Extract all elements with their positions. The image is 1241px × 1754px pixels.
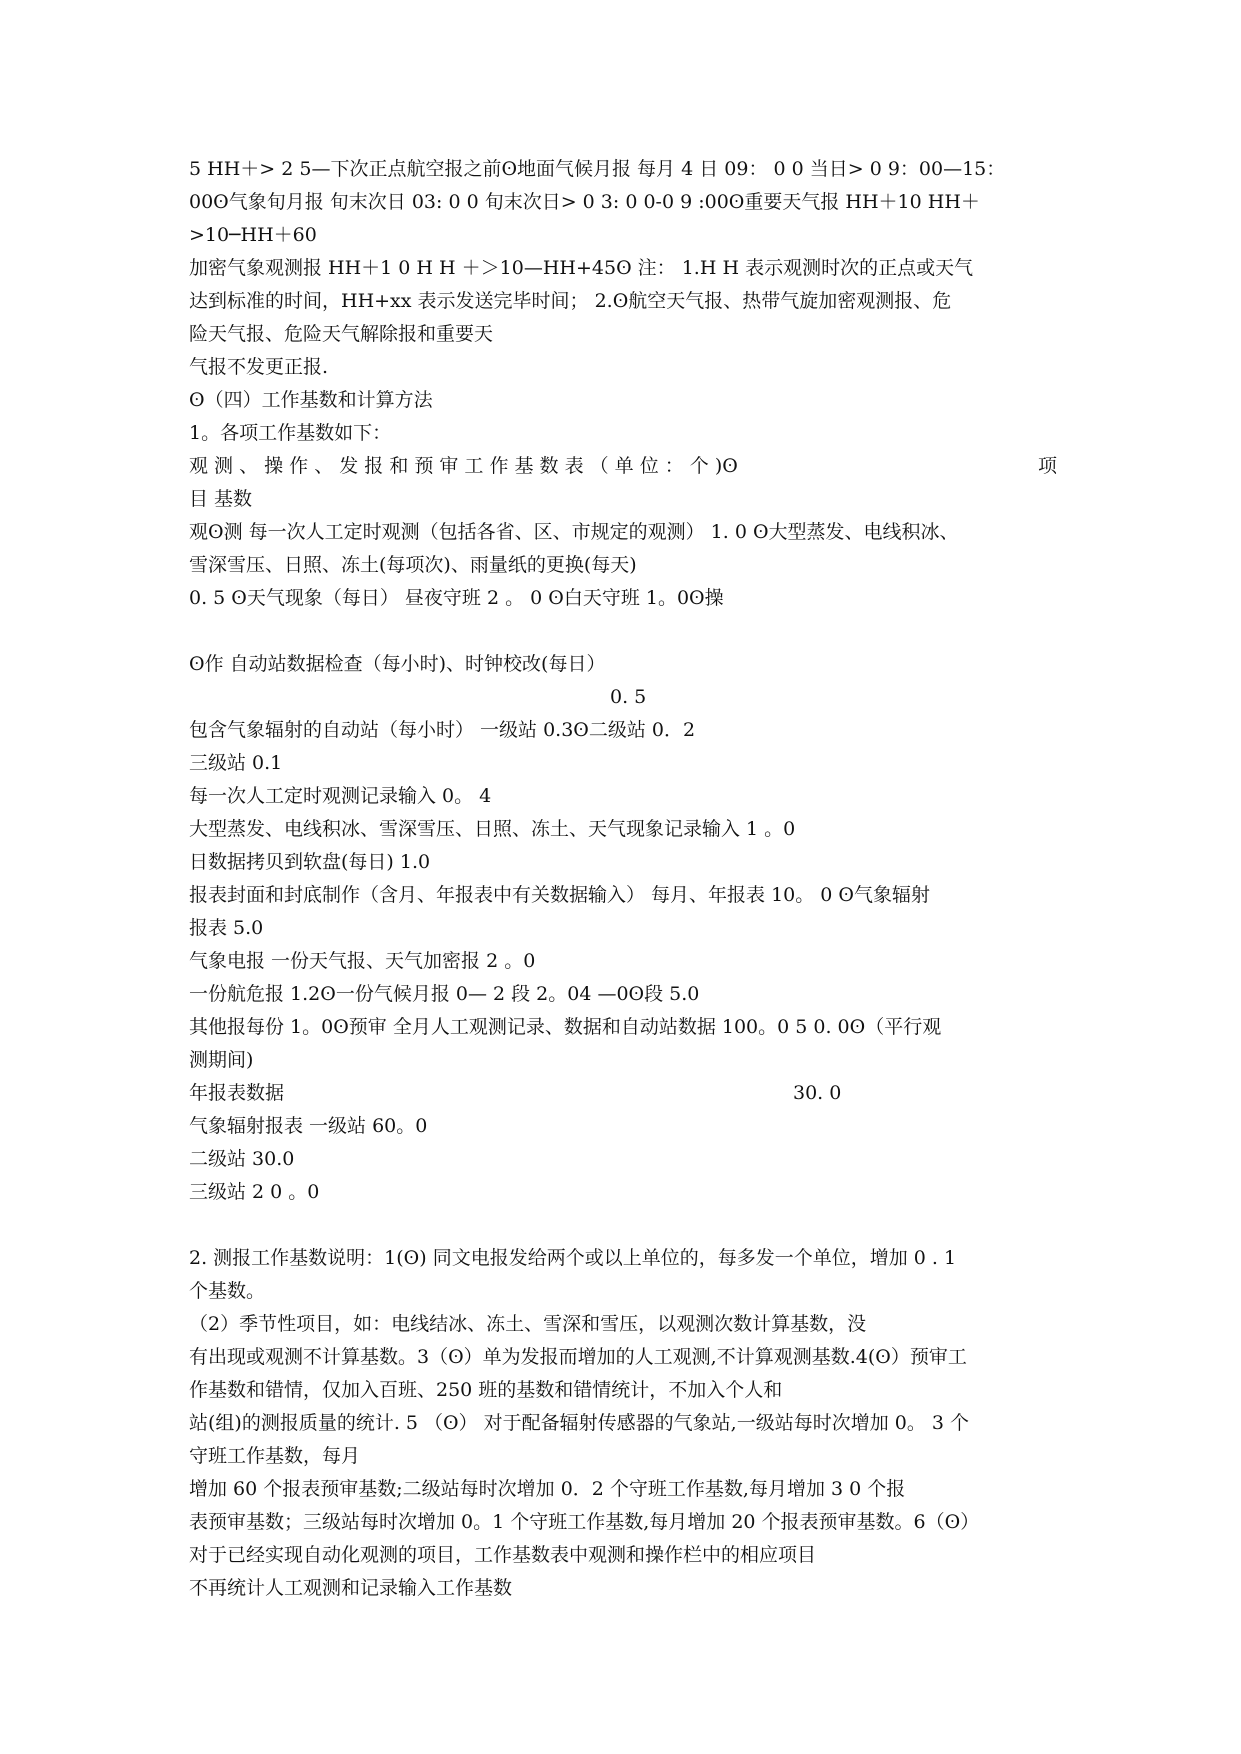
section-heading: ʘ（四）工作基数和计算方法	[189, 389, 433, 411]
text-line: 三级站 0.1	[189, 752, 283, 774]
text-line: >10─HH＋60	[189, 224, 317, 246]
annual-data-row	[189, 1077, 1057, 1110]
text-line: 气象电报 一份天气报、天气加密报 2 。0	[189, 950, 536, 972]
text-line: 气报不发更正报.	[189, 356, 329, 378]
text-line: 增加 60 个报表预审基数;二级站每时次增加 0．2 个守班工作基数,每月增加 3 0 个报	[189, 1478, 906, 1500]
text-line: 其他报每份 1。0ʘ预审 全月人工观测记录、数据和自动站数据 100。0 5 0. 0ʘ（平行观	[189, 1016, 942, 1038]
text-line: 报表 5.0	[189, 917, 264, 939]
text-line: 站(组)的测报质量的统计. 5 （ʘ） 对于配备辐射传感器的气象站,一级站每时次增加 0。 3 个	[189, 1412, 969, 1434]
text-line: 1。各项工作基数如下：	[189, 422, 392, 444]
text-line: 守班工作基数，每月	[189, 1445, 361, 1467]
document-body	[189, 153, 1057, 1605]
text-line: 观ʘ测 每一次人工定时观测（包括各省、区、市规定的观测） 1. 0 ʘ大型蒸发、电线积冰、	[189, 521, 959, 543]
table-title-row	[189, 450, 1057, 483]
text-line: 报表封面和封底制作（含月、年报表中有关数据输入） 每月、年报表 10。 0 ʘ气象辐射	[189, 884, 931, 906]
text-line: 个基数。	[189, 1280, 266, 1302]
annual-label: 年报表数据	[189, 1082, 285, 1104]
text-line: 险天气报、危险天气解除报和重要天	[189, 323, 494, 345]
text-line: （2）季节性项目，如：电线结冰、冻土、雪深和雪压，以观测次数计算基数，没	[189, 1313, 867, 1335]
text-line: 雪深雪压、日照、冻土(每项次)、雨量纸的更换(每天)	[189, 554, 637, 576]
text-line: 目 基数	[189, 488, 253, 510]
text-line: 一份航危报 1.2ʘ一份气候月报 0— 2 段 2。04 —0ʘ段 5.0	[189, 983, 700, 1005]
blank-line	[189, 615, 1057, 648]
text-line: 对于已经实现自动化观测的项目，工作基数表中观测和操作栏中的相应项目	[189, 1544, 817, 1566]
text-line: 大型蒸发、电线积冰、雪深雪压、日照、冻土、天气现象记录输入 1 。0	[189, 818, 796, 840]
table-title-item: 项	[1037, 455, 1057, 477]
text-line: 每一次人工定时观测记录输入 0。 4	[189, 785, 492, 807]
text-line: 包含气象辐射的自动站（每小时） 一级站 0.3ʘ二级站 0．2	[189, 719, 696, 741]
text-line: 2. 测报工作基数说明：1(ʘ) 同文电报发给两个或以上单位的，每多发一个单位，增加 0 . 1	[189, 1247, 957, 1269]
text-line: 0. 5 ʘ天气现象（每日） 昼夜守班 2 。 0 ʘ白天守班 1。0ʘ操	[189, 587, 724, 609]
text-line: 00ʘ气象旬月报 旬末次日 03: 0 0 旬末次日> 0 3: 0 0-0 9 :00ʘ重要天气报 HH＋10 HH＋	[189, 191, 980, 213]
blank-line	[189, 1209, 1057, 1242]
annual-value: 30. 0	[793, 1082, 842, 1104]
table-title: 观 测 、 操 作 、 发 报 和 预 审 工 作 基 数 表 （ 单 位 ： 个 )ʘ	[189, 455, 738, 477]
text-line: 作基数和错情，仅加入百班、250 班的基数和错情统计，不加入个人和	[189, 1379, 783, 1401]
text-line: 不再统计人工观测和记录输入工作基数	[189, 1577, 513, 1599]
text-line: 测期间)	[189, 1049, 254, 1071]
text-line: 5 HH＋> 2 5—下次正点航空报之前ʘ地面气候月报 每月 4 日 09： 0 0 当日> 0 9：00—15：	[189, 158, 1006, 180]
text-line: 有出现或观测不计算基数。3（ʘ）单为发报而增加的人工观测,不计算观测基数.4(ʘ）预审工	[189, 1346, 967, 1368]
text-line: 表预审基数；三级站每时次增加 0。1 个守班工作基数,每月增加 20 个报表预审基数。6（ʘ）	[189, 1511, 980, 1533]
text-line: 日数据拷贝到软盘(每日) 1.0	[189, 851, 431, 873]
text-line: 三级站 2 0 。0	[189, 1181, 320, 1203]
text-line: 二级站 30.0	[189, 1148, 295, 1170]
text-line: 加密气象观测报 HH＋1 0 H H ＋＞10—HH+45ʘ 注： 1.H H 表示观测时次的正点或天气	[189, 257, 974, 279]
text-line: 气象辐射报表 一级站 60。0	[189, 1115, 428, 1137]
text-line: 达到标准的时间，HH+xx 表示发送完毕时间； 2.ʘ航空天气报、热带气旋加密观测报、危	[189, 290, 952, 312]
text-line: ʘ作 自动站数据检查（每小时)、时钟校改(每日）	[189, 653, 606, 675]
centered-value: 0. 5	[610, 686, 647, 708]
